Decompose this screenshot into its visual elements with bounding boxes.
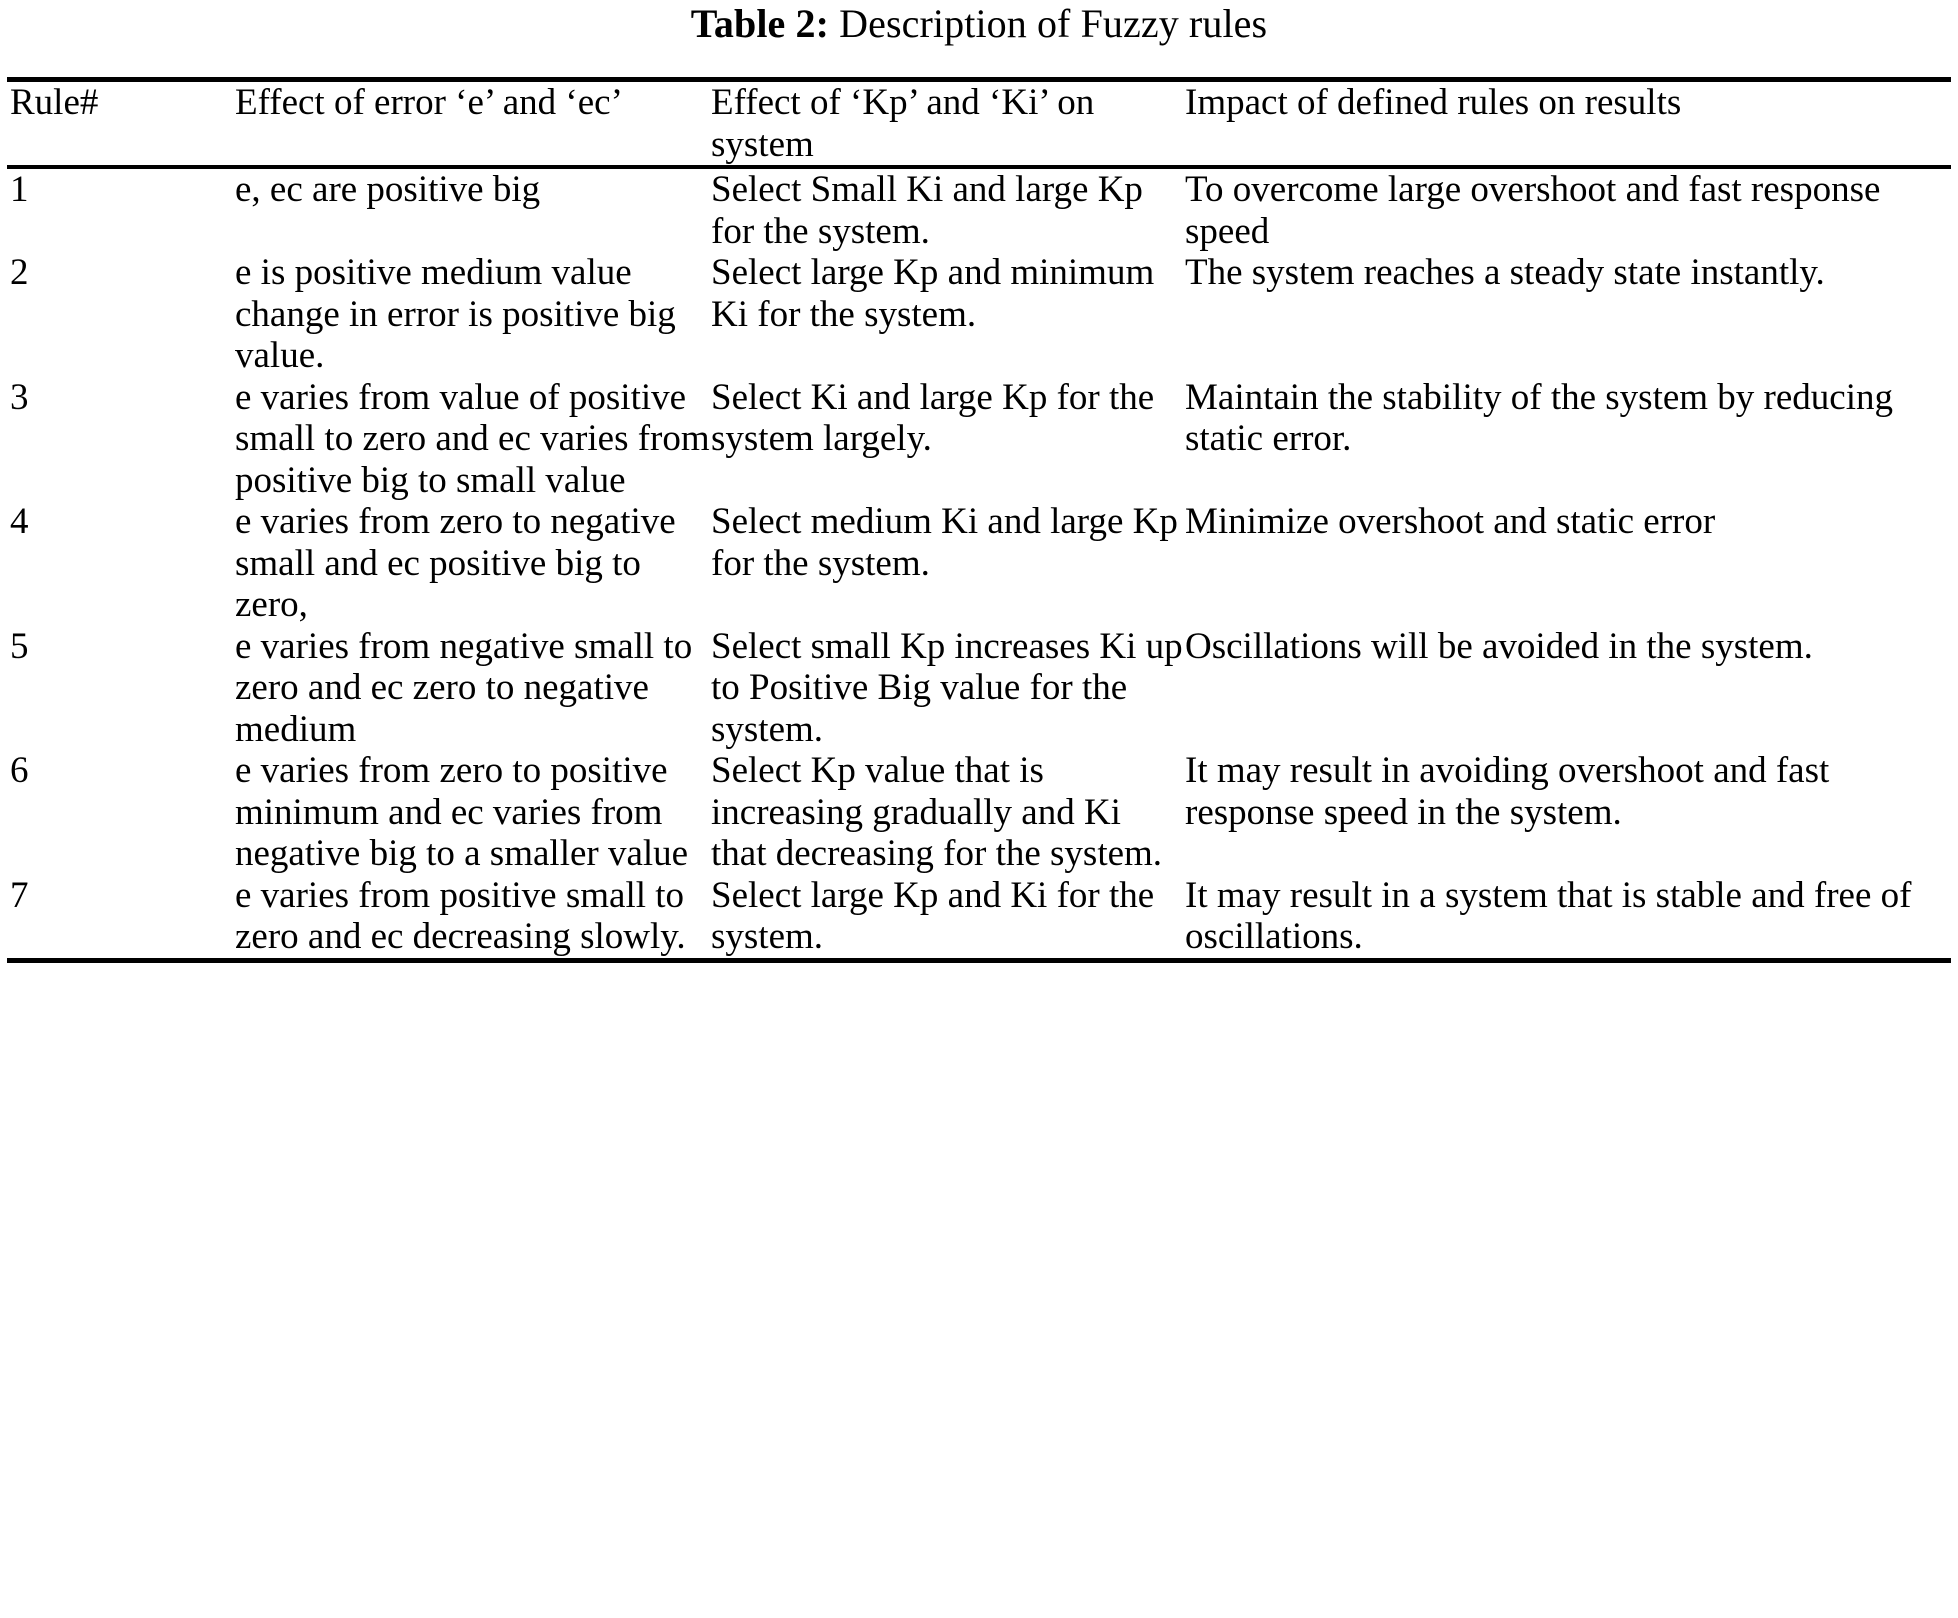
cell-kp-ki-effect: Select medium Ki and large Kp for the system. [711,501,1178,584]
cell-kp-ki-effect: Select Small Ki and large Kp for the system. [711,169,1143,252]
table-bottom-rule [7,958,1951,963]
fuzzy-rules-table [7,82,1951,165]
cell-error-effect: e varies from zero to negative small and ec positive big to zero, [235,501,676,625]
cell-rule-number: 7 [10,874,29,916]
table-row [7,875,1951,958]
column-header-kp-ki-effect: Effect of ‘Kp’ and ‘Ki’ on system [711,82,1095,165]
table-header-row [7,82,1951,165]
table-header [7,82,1951,165]
cell-rule-number: 1 [10,169,29,210]
table-row [7,252,1951,377]
column-header-impact: Impact of defined rules on results [1185,82,1682,123]
cell-error-effect: e is positive medium value change in error is positive big value. [235,252,676,376]
cell-impact: Maintain the stability of the system by reducing static error. [1185,376,1894,459]
cell-error-effect: e varies from value of positive small to zero and ec varies from positive big to small value [235,376,710,501]
table-caption-text: Description of Fuzzy rules [839,1,1268,46]
cell-impact: Oscillations will be avoided in the system. [1185,625,1813,667]
cell-rule-number: 6 [10,750,29,791]
cell-error-effect: e varies from positive small to zero and ec decreasing slowly. [235,874,686,957]
fuzzy-rules-table-body [7,169,1951,958]
cell-kp-ki-effect: Select Ki and large Kp for the system largely. [711,376,1155,459]
cell-kp-ki-effect: Select large Kp and minimum Ki for the system. [711,252,1155,335]
table-row [7,377,1951,502]
cell-kp-ki-effect: Select small Kp increases Ki up to Positive Big value for the system. [711,625,1183,750]
cell-kp-ki-effect: Select Kp value that is increasing gradually and Ki that decreasing for the system. [711,750,1163,874]
cell-error-effect: e varies from zero to positive minimum and ec varies from negative big to a smaller value [235,750,689,874]
cell-impact: Minimize overshoot and static error [1185,501,1716,542]
table-row [7,750,1951,875]
cell-rule-number: 5 [10,625,29,667]
column-header-error-effect: Effect of error ‘e’ and ‘ec’ [235,82,623,123]
cell-impact: The system reaches a steady state instantly. [1185,252,1825,293]
table-row [7,169,1951,252]
cell-impact: To overcome large overshoot and fast response speed [1185,169,1881,252]
cell-rule-number: 2 [10,252,29,293]
cell-kp-ki-effect: Select large Kp and Ki for the system. [711,874,1155,957]
table-caption-label: Table 2: [690,1,830,46]
table-caption [0,0,1958,44]
cell-error-effect: e varies from negative small to zero and ec zero to negative medium [235,625,693,750]
cell-impact: It may result in a system that is stable and free of oscillations. [1185,874,1912,957]
table-body [7,169,1951,958]
cell-error-effect: e, ec are positive big [235,169,541,210]
column-header-rule: Rule# [10,82,99,123]
table-row [7,501,1951,626]
cell-impact: It may result in avoiding overshoot and fast response speed in the system. [1185,750,1830,833]
cell-rule-number: 3 [10,376,29,418]
cell-rule-number: 4 [10,501,29,542]
table-row [7,626,1951,751]
